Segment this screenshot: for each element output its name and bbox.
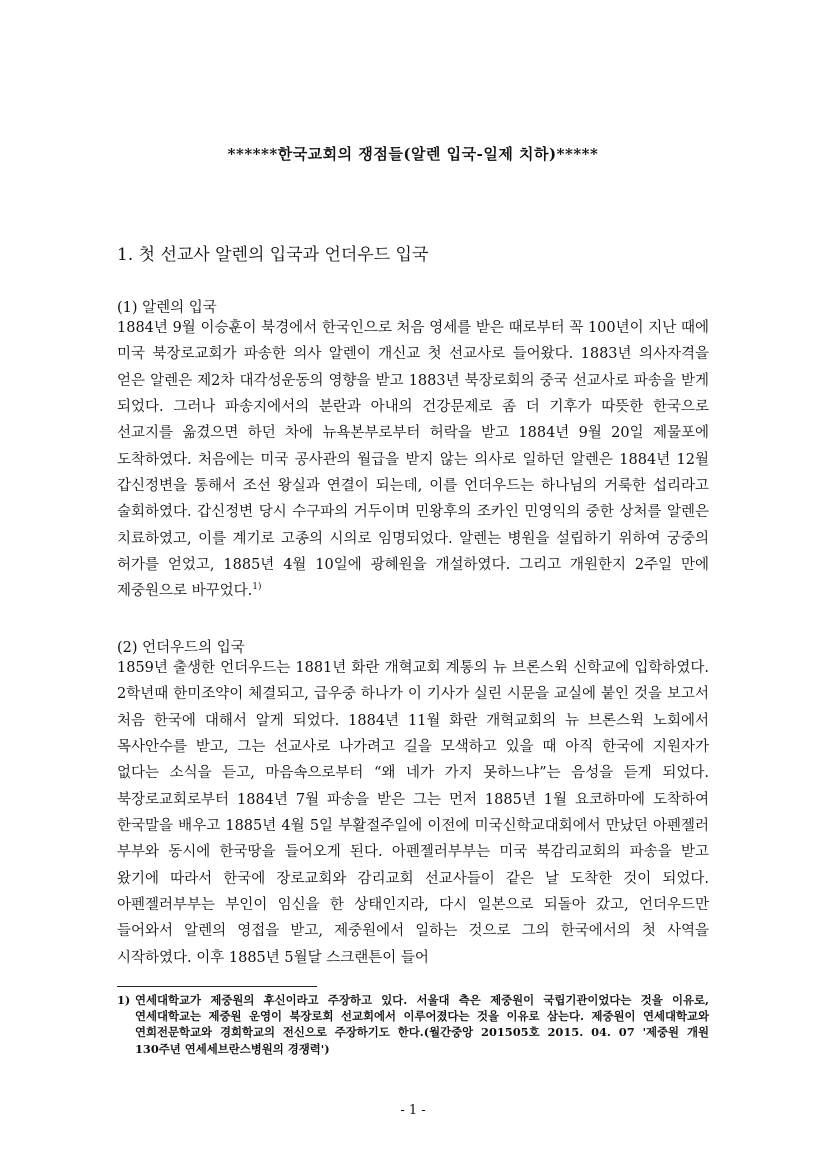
paragraph-underwood: 1859년 출생한 언더우드는 1881년 화란 개혁교회 계통의 뉴 브론스윅 신학교에 입학하였다. 2학년때 한미조약이 체결되고, 급우중 하나가 이 기사가 실린 시문을 교실에 붙인 것을 보고서 처음 한국에 대해서 알게 되었다. 1884년 11월 화란 개혁교회의 뉴 브론스윅 노회에서 목사안수를 받고, 그는 선교사로 나가려고 길을 모색하고 있을 때 아직 한국에 지원자가 없다는 소식을 듣고, 마음속으로부터 “왜 네가 가지 못하느냐”는 음성을 듣게 되었다. 북장로교회로부터 1884년 7월 파송을 받은 그는 먼저 1885년 1월 요코하마에 도착하여 한국말을 배우고 1885년 4월 5일 부활절주일에 이전에 미국신학교대회에서 만났던 아펜젤러 부부와 동시에 한국땅을 들어오게 된다. 아펜젤러부부는 미국 북감리교회의 파송을 받고 왔기에 따라서 한국에 장로교회와 감리교회 선교사들이 같은 날 도착한 것이 되었다. 아펜젤러부부는 부인이 임신을 한 상태인지라, 다시 일본으로 되돌아 갔고, 언더우드만 들어와서 알렌의 영접을 받고, 제중원에서 일하는 것으로 그의 한국에서의 첫 사역을 시작하였다. 이후 1885년 5월달 스크랜튼이 들어 bbox=[117, 660, 709, 966]
document-title: ******한국교회의 쟁점들(알렌 입국-일제 치하)***** bbox=[227, 145, 599, 163]
paragraph-allen-text: 1884년 9월 이승훈이 북경에서 한국인으로 처음 영세를 받은 때로부터 꼭 100년이 지난 때에 미국 북장로교회가 파송한 의사 알렌이 개신교 첫 선교사로 들어왔다. 1883년 의사자격을 얻은 알렌은 제2차 대각성운동의 영향을 받고 1883년 북장로회의 중국 선교사로 파송을 받게 되었다. 그러나 파송지에서의 분란과 아내의 건강문제로 좀 더 기후가 따뜻한 한국으로 선교지를 옮겼으면 하던 차에 뉴욕본부로부터 허락을 받고 1884년 9월 20일 제물포에 도착하였다. 처음에는 미국 공사관의 월급을 받지 않는 의사로 일하던 알렌은 1884년 12월 갑신정변을 통해서 조선 왕실과 연결이 되는데, 이를 언더우드는 하나님의 거룩한 섭리라고 술회하였다. 갑신정변 당시 수구파의 거두이며 민왕후의 조카인 민영익의 중한 상처를 알렌은 치료하였고, 이를 계기로 고종의 시의로 임명되었다. 알렌는 병원을 설립하기 위하여 궁중의 허가를 얻었고, 1885년 4월 10일에 광혜원을 개설하였다. 그리고 개원한지 2주일 만에 제중원으로 바꾸었다. bbox=[117, 320, 709, 600]
footnote-divider bbox=[117, 986, 317, 987]
footnote-text: 연세대학교가 제중원의 후신이라고 주장하고 있다. 서울대 측은 제중원이 국립기관이었다는 것을 이유로, 연세대학교는 제중원 운영이 북장로회 선교회에서 이루어졌다는 것을 이유로 삼는다. 제중원이 연세대학교와 연희전문학교와 경희학교의 전신으로 주장하기도 한다.(월간중앙 201505호 2015. 04. 07 '제중원 개원 130주년 연세세브란스병원의 경쟁력') bbox=[135, 993, 709, 1056]
subsection-heading-underwood: (2) 언더우드의 입국 bbox=[117, 640, 245, 656]
footnote-reference: 1) bbox=[252, 582, 262, 593]
footnote-number: 1) bbox=[117, 993, 131, 1007]
page-number: - 1 - bbox=[400, 1103, 426, 1118]
subsection-heading-allen: (1) 알렌의 입국 bbox=[117, 300, 217, 316]
section-heading: 1. 첫 선교사 알렌의 입국과 언더우드 입국 bbox=[117, 245, 429, 265]
paragraph-allen bbox=[117, 315, 709, 605]
footnote bbox=[117, 992, 709, 1057]
